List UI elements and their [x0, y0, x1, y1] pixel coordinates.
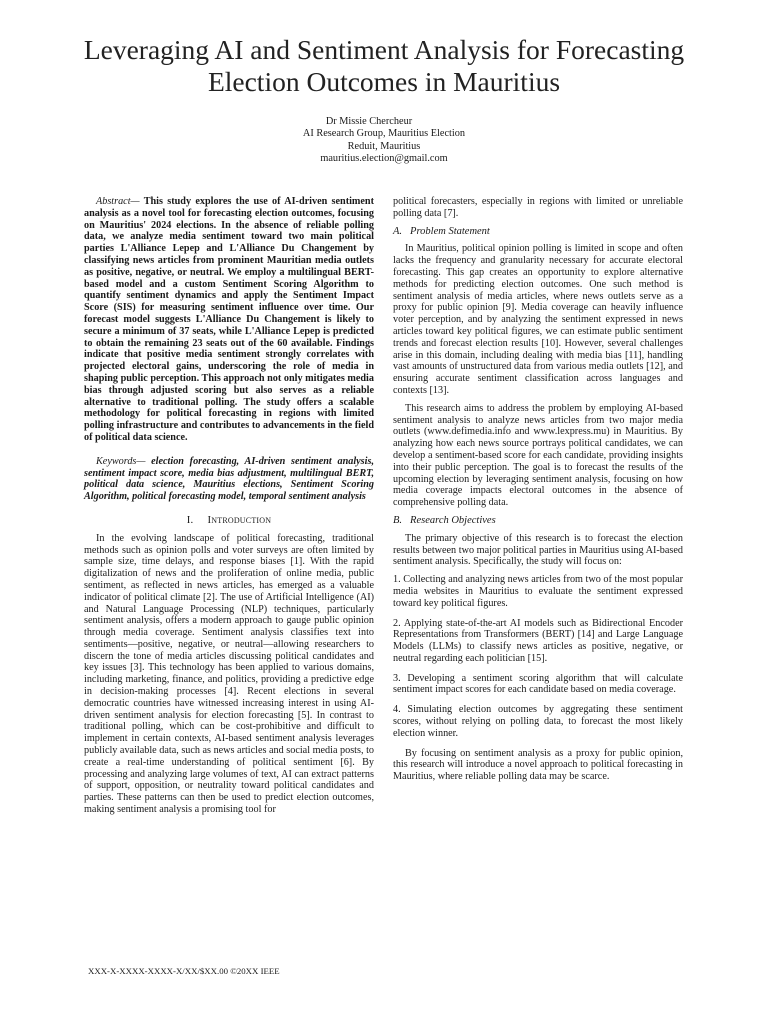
objective-item-2: 2. Applying state-of-the-art AI models such as Bidirectional Encoder Representations from Transformers (BERT) [14] and Large Language Models (LLMs) to classify news articles as positive, negative, or neutral regarding each politician [15].: [393, 617, 683, 664]
keywords-lead: Keywords—: [96, 455, 146, 467]
keywords: [84, 456, 374, 503]
section-title: Introduction: [207, 513, 272, 526]
problem-paragraph-2: This research aims to address the problem by employing AI-based sentiment analysis to analyze news articles from two major media outlets (www.defimedia.info and www.lexpress.mu) in Mauritius. By analyzing how each news source portrays political candidates, we can develop a sentiment-based score for each candidate, providing insights into their public perception. The goal is to forecast the results of the upcoming election by leveraging sentiment analysis, focusing on how media coverage impacts electoral outcomes in the absence of comprehensive polling data.: [393, 402, 683, 509]
subsection-heading-problem-statement: [393, 226, 683, 238]
author-affiliation: AI Research Group, Mauritius Election: [302, 128, 466, 140]
subsection-number: A.: [393, 225, 403, 237]
section-number: I.: [186, 513, 194, 526]
abstract: [84, 196, 374, 444]
objectives-intro: The primary objective of this research is to forecast the election results between two major political parties in Mauritius using AI-based sentiment analysis. Specifically, the study will focus on:: [393, 532, 683, 568]
subsection-heading-research-objectives: [393, 515, 683, 527]
abstract-text: This study explores the use of AI-driven sentiment analysis as a novel tool for forecasting election outcomes, focusing on Mauritius' 2024 elections. In the absence of reliable polling data, we analyze media sentiment toward two main political parties L'Alliance Lepep and L'Alliance Du Changement by classifying news articles from prominent Mauritian media outlets as positive, negative, or neutral. We employ a multilingual BERT-based model and a custom Sentiment Scoring Algorithm to quantify sentiment dynamics and apply the Sentiment Impact Score (SIS) for measuring sentiment influence over time. Our forecast model suggests L'Alliance Du Changement is likely to secure a minimum of 37 seats, while L'Alliance Lepep is predicted to obtain the remaining 23 seats out of the 60 available. Findings indicate that positive media sentiment strongly correlates with projected electoral gains, underscoring the role of media in shaping public perception. This approach not only mitigates media bias through adjusted scoring but also serves as a reliable alternative to traditional polling. The study offers a scalable methodology for political forecasting in regions with limited polling infrastructure and contributes to advancements in the field of political data science.: [84, 196, 374, 443]
objectives-closing: By focusing on sentiment analysis as a proxy for public opinion, this research will introduce a novel approach to political forecasting in Mauritius, where reliable polling data may be scarce.: [393, 747, 683, 783]
objective-item-3: 3. Developing a sentiment scoring algorithm that will calculate sentiment impact scores for each candidate based on media coverage.: [393, 672, 683, 696]
author-block: [0, 116, 768, 166]
abstract-lead: Abstract—: [96, 196, 140, 207]
continuation-paragraph: political forecasters, especially in regions with limited or unreliable polling data [7].: [393, 196, 683, 219]
objective-item-1: 1. Collecting and analyzing news articles from two of the most popular media websites in Mauritius to evaluate the sentiment expressed toward key political figures.: [393, 574, 683, 609]
right-column: [393, 196, 683, 789]
paper-title: Leveraging AI and Sentiment Analysis for Forecasting Election Outcomes in Mauritius: [83, 34, 685, 97]
keywords-text: election forecasting, AI-driven sentiment analysis, sentiment impact score, media bias adjustment, multilingual BERT, political data science, Mauritius elections, Sentiment Scoring Algorithm, political forecasting model, temporal sentiment analysis: [84, 455, 374, 503]
subsection-number: B.: [393, 514, 403, 526]
objective-item-4: 4. Simulating election outcomes by aggregating these sentiment scores, without relying on polling data, to forecast the most likely election winner.: [393, 704, 683, 739]
introduction-paragraph: In the evolving landscape of political forecasting, traditional methods such as opinion polls and voter surveys are often limited by sample size, time delays, and response biases [1]. With the rapid digitalization of news and the proliferation of online media, public sentiment, as reflected in news articles, has emerged as a valuable indicator of political climate [2]. The use of Artificial Intelligence (AI) and Natural Language Processing (NLP) techniques, particularly sentiment analysis, offers a modern approach to gauge public opinion through media coverage. Sentiment analysis classifies text into sentiments—positive, negative, or neutral—allowing researchers to discern the tone of media articles discussing political candidates and key issues [3]. This technology has been applied to various domains, including marketing, finance, and politics, providing a predictive edge in decision-making processes [4]. Recent elections in several democratic countries have witnessed increasing interest in using AI-driven sentiment analysis for election forecasting [5]. In contrast to traditional polling, which can be cost-prohibitive and difficult to implement in certain contexts, AI-based sentiment analysis leverages publicly available data, such as news articles and social media posts, to create a real-time understanding of political sentiment [6]. By processing and analyzing large volumes of text, AI can extract patterns of support, opposition, or neutrality toward political candidates and parties. These patterns can then be used to predict election outcomes, making sentiment analysis a promising tool for: [84, 532, 374, 816]
author-name: Dr Missie Chercheur: [325, 116, 413, 127]
subsection-title: Problem Statement: [410, 225, 490, 237]
section-heading-introduction: [84, 515, 374, 527]
author-email: mauritius.election@gmail.com: [320, 153, 448, 165]
subsection-title: Research Objectives: [410, 514, 496, 526]
left-column: [84, 196, 374, 822]
author-location: Reduit, Mauritius: [347, 140, 421, 152]
copyright-footer: XXX-X-XXXX-XXXX-X/XX/$XX.00 ©20XX IEEE: [88, 966, 280, 976]
problem-paragraph-1: In Mauritius, political opinion polling is limited in scope and often lacks the frequency and granularity necessary for accurate electoral forecasting. This gap creates an opportunity to explore alternative methods for predicting election outcomes. One such method is sentiment analysis of media articles, where news outlets serve as a proxy for public opinion [9]. Media coverage can heavily influence voter perception, and by analyzing the sentiment expressed in news articles toward key political figures, we can estimate public sentiment trends and forecast election results [10]. However, several challenges arise in this domain, including dealing with media bias [11], handling vast amounts of unstructured data from various media outlets [12], and ensuring accurate sentiment classification across languages and contexts [13].: [393, 243, 683, 396]
